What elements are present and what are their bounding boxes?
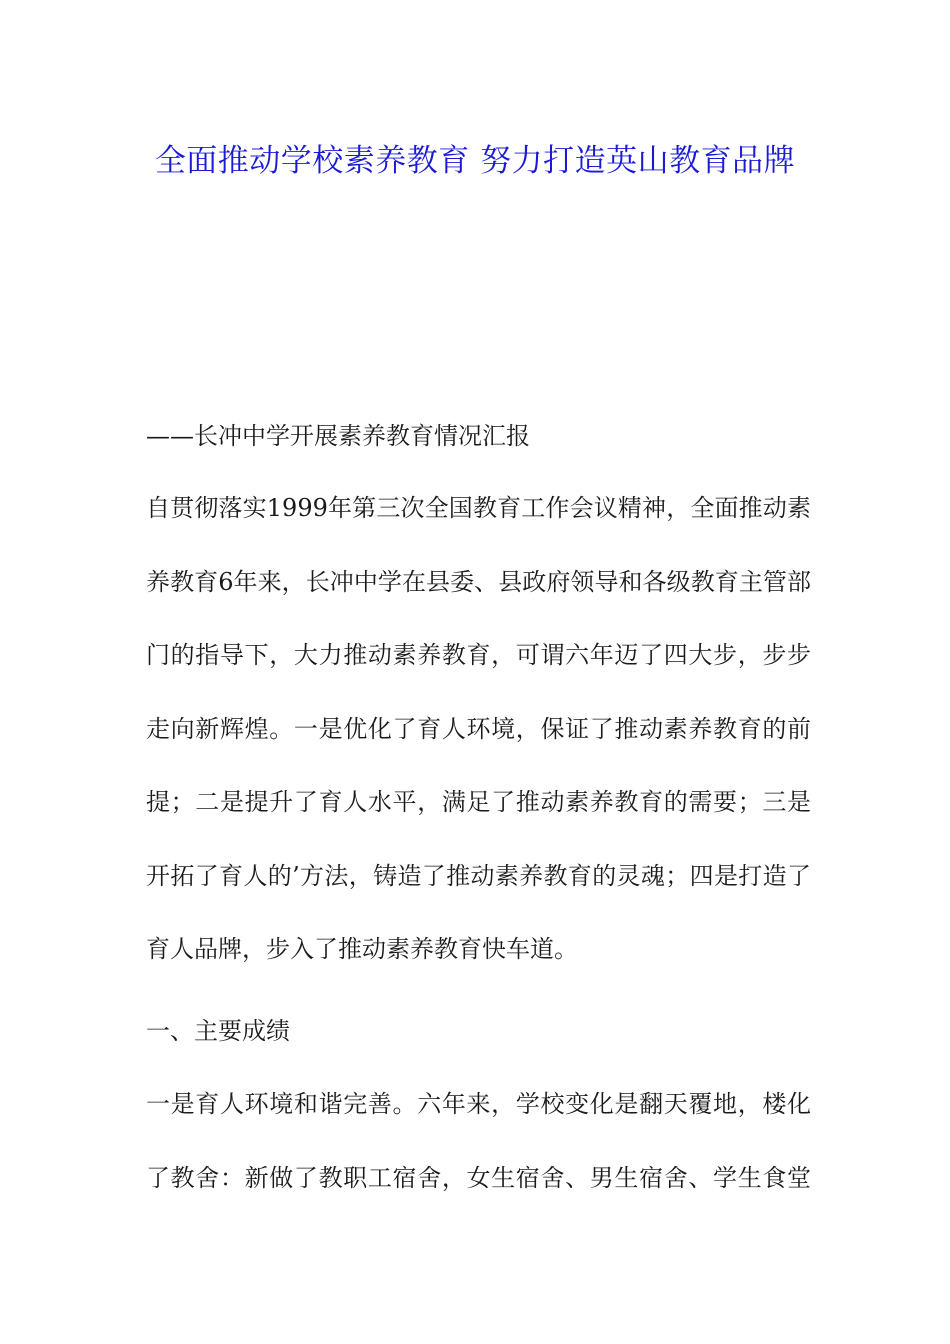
paragraph-intro: 自贯彻落实1999年第三次全国教育工作会议精神，全面推动素养教育6年来，长冲中学在县委、县政府领导和各级教育主管部门的指导下，大力推动素养教育，可谓六年迈了四大步，步步走向新辉煌。一是优化了育人环境，保证了推动素养教育的前提；二是提升了育人水平，满足了推动素养教育的需要；三是开拓了育人的’方法，铸造了推动素养教育的灵魂；四是打造了育人品牌，步入了推动素养教育快车道。 [146, 494, 811, 963]
document-subtitle: ——长冲中学开展素养教育情况汇报 [146, 422, 530, 450]
section-heading-achievements: 一、主要成绩 [146, 1017, 290, 1045]
document-title: 全面推动学校素养教育 努力打造英山教育品牌 [154, 143, 796, 179]
paragraph-environment: 一是育人环境和谐完善。六年来，学校变化是翻天覆地，楼化了教舍：新做了教职工宿舍，女生宿舍、男生宿舍、学生食堂 [146, 1090, 811, 1192]
